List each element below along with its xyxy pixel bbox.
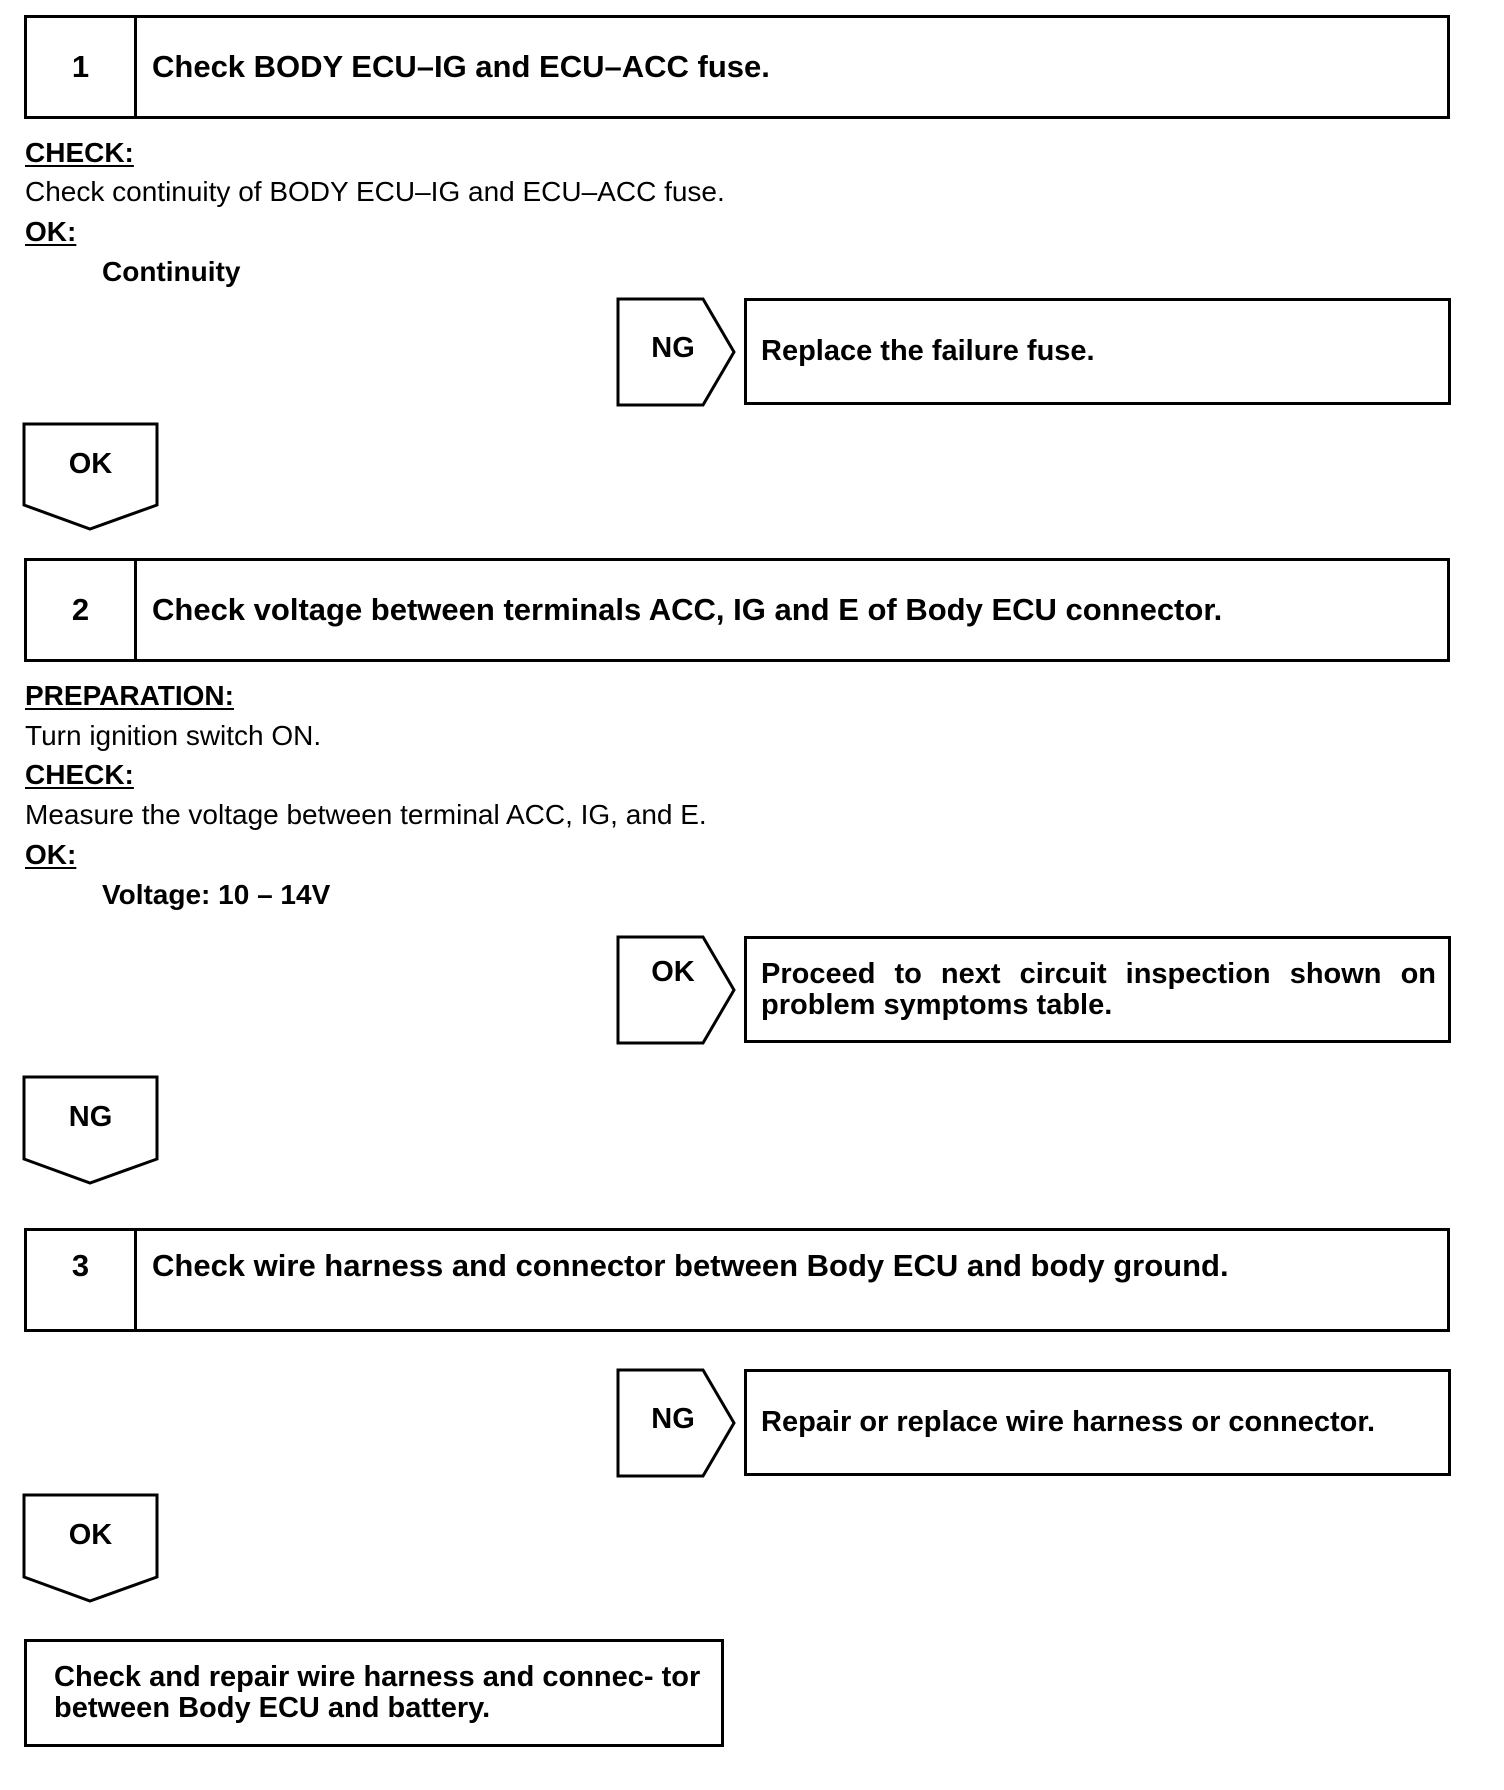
step-2-down-label: NG [68, 1101, 113, 1133]
step-2-preparation-label: PREPARATION: [25, 680, 234, 711]
step-1-branch-label: NG [651, 332, 695, 364]
step-2-box [24, 558, 1450, 662]
step-1-title: Check BODY ECU–IG and ECU–ACC fuse. [152, 49, 770, 84]
step-3-down-label: OK [68, 1519, 113, 1551]
step-2-ok-label: OK: [25, 839, 77, 870]
step-2-ok-spec: Voltage: 10 – 14V [102, 879, 331, 910]
final-action-text: Check and repair wire harness and connec- tor between Body ECU and battery. [54, 1661, 701, 1724]
ok-side-arrow-2 [618, 937, 734, 1043]
step-1-box [24, 15, 1450, 119]
step-1-check-text: Check continuity of BODY ECU–IG and ECU–ACC fuse. [25, 176, 725, 207]
step-1-check-label: CHECK: [25, 137, 134, 168]
step-2-check-label: CHECK: [25, 759, 134, 790]
step-2-title: Check voltage between terminals ACC, IG and E of Body ECU connector. [152, 592, 1223, 627]
step-1-ok-label: OK: [25, 216, 77, 247]
step-1-result-text: Replace the failure fuse. [761, 335, 1095, 367]
step-2-result-text: Proceed to next circuit inspection shown on problem symptoms table. [761, 958, 1436, 1021]
step-2-number: 2 [27, 561, 137, 659]
step-3-box [24, 1228, 1450, 1332]
step-1-number: 1 [27, 18, 137, 116]
step-2-branch-label: OK [651, 956, 695, 988]
final-action-box [24, 1639, 724, 1747]
step-3-result-box [744, 1369, 1451, 1476]
step-2-result-box [744, 936, 1451, 1043]
step-3-branch-label: NG [651, 1403, 695, 1435]
step-3-title: Check wire harness and connector between Body ECU and body ground. [152, 1248, 1229, 1283]
step-1-result-box [744, 298, 1451, 405]
step-3-result-text: Repair or replace wire harness or connector. [761, 1406, 1376, 1438]
step-2-preparation-text: Turn ignition switch ON. [25, 720, 322, 751]
step-3-number: 3 [27, 1231, 137, 1329]
step-2-check-text: Measure the voltage between terminal ACC, IG, and E. [25, 799, 707, 830]
step-1-down-label: OK [68, 448, 113, 480]
step-1-ok-spec: Continuity [102, 256, 241, 287]
